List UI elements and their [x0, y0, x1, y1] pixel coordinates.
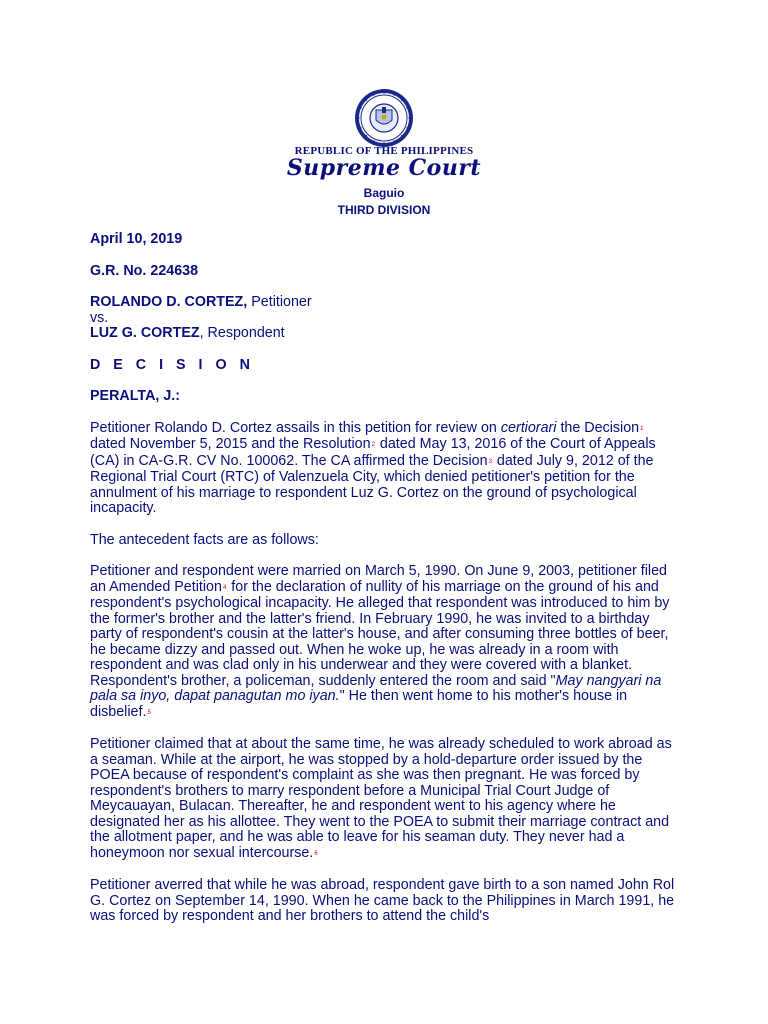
paragraph-text: Petitioner claimed that at about the same time, he was already scheduled to work abroad as a seaman. While at the airport, he was stopped by a hold-departure order issued by the POEA because of respondent's complaint as she was then pregnant. He was forced by respondent's brothers to marry respondent before a Municipal Trial Court Judge of Meycauayan, Bulacan. Thereafter, he and respondent went to his agency where he designated her as his allottee. They went to the POEA to submit their marriage contract and the allotment paper, and he was able to leave for his seaman duty. They never had a honeymoon nor sexual intercourse. — [90, 736, 672, 861]
paragraph-2: The antecedent facts are as follows: — [90, 531, 319, 548]
parties-block — [90, 295, 676, 342]
paragraph-text: Petitioner and respondent were married on March 5, 1990. On June 9, 2003, petitioner filed an Amended Petition — [90, 563, 667, 595]
respondent-role: , Respondent — [199, 325, 285, 341]
petitioner-role: Petitioner — [247, 294, 312, 310]
republic-heading: REPUBLIC OF THE PHILIPPINES — [294, 145, 474, 157]
paragraph-text: for the declaration of nullity of his marriage on the ground of his and respondent's psychological incapacity. He alleged that respondent was introduced to him by the former's brother and the latter's friend. In February 1990, he was invited to a birthday party of respondent's cousin at the latter's house, and after consuming three bottles of beer, he became dizzy and passed out. When he woke up, he was already in a room with respondent and was clad only in his underwear and they were covered with a blanket. Respondent's brother, a policeman, suddenly entered the room and said " — [90, 578, 670, 689]
paragraph-1 — [90, 421, 676, 517]
paragraph-5: Petitioner averred that while he was abroad, respondent gave birth to a son named John Rol G. Cortez on September 14, 1990. When he came back to the Philippines in March 1991, he was forced by respondent and her brothers to attend the child's — [90, 877, 675, 924]
paragraph-4 — [90, 737, 676, 862]
supreme-court-seal-icon — [354, 88, 414, 148]
footnote-link-2[interactable]: 2 — [371, 442, 375, 448]
court-city: Baguio — [363, 186, 405, 200]
paragraph-text: dated November 5, 2015 and the Resolution — [90, 436, 371, 452]
paragraph-3 — [90, 564, 676, 721]
decision-label: D E C I S I O N — [90, 356, 255, 373]
decision-date: April 10, 2019 — [90, 231, 183, 247]
footnote-link-1[interactable]: 1 — [640, 425, 644, 432]
decision-content — [90, 232, 676, 941]
petitioner-name: ROLANDO D. CORTEZ, — [90, 294, 248, 310]
footnote-link-5[interactable]: 5 — [147, 709, 151, 716]
respondent-name: LUZ G. CORTEZ — [90, 325, 200, 341]
paragraph-text: Petitioner Rolando D. Cortez assails in this petition for review on — [90, 419, 501, 436]
footnote-link-3[interactable]: 3 — [488, 458, 492, 465]
paragraph-text: the Decision — [556, 419, 640, 436]
italic-quote: May nangyari na pala sa inyo, dapat panagutan mo iyan. — [90, 672, 662, 704]
versus-label: vs. — [90, 309, 109, 326]
paragraph-text: dated May 13, 2016 of the Court of Appeals (CA) in CA-G.R. CV No. 100062. The CA affirmed the Decision — [90, 436, 656, 469]
paragraph-text: " He then went home to his mother's house in disbelief. — [90, 688, 628, 720]
case-number: G.R. No. 224638 — [90, 262, 199, 279]
footnote-link-6[interactable]: 6 — [314, 850, 318, 857]
italic-term: certiorari — [500, 419, 557, 436]
division-heading: THIRD DIVISION — [337, 203, 431, 217]
court-name-heading: Supreme Court — [286, 155, 482, 181]
ponente: PERALTA, J.: — [90, 388, 181, 404]
footnote-link-4[interactable]: 4 — [222, 584, 227, 591]
paragraph-text: dated July 9, 2012 of the Regional Trial Court (RTC) of Valenzuela City, which denied petitioner's petition for the annulment of his marriage to respondent Luz G. Cortez on the ground of psychological incapacity. — [90, 452, 654, 516]
